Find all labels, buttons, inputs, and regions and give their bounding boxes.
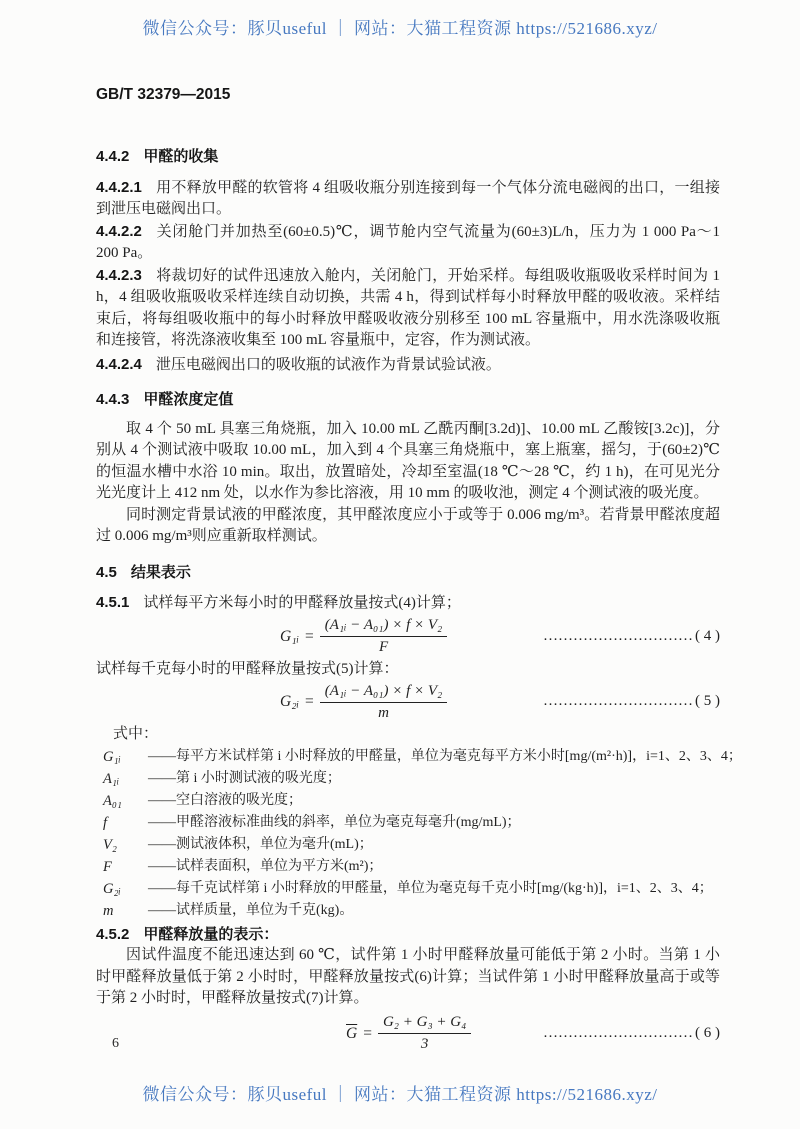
dash: —— xyxy=(148,792,176,808)
paragraph-text: 将裁切好的试件迅速放入舱内，关闭舱门，开始采样。每组吸收瓶吸收采样时间为 1 h，4 组吸收瓶吸收采样连续自动切换，共需 4 h，得到试样每小时释放甲醛的吸收液。采样结束后，将每组吸收瓶中的每小时释放甲醛吸收液分别移至 100 mL 容量瓶中，用水洗涤吸收瓶和连接管，将洗涤液收集至 100 mL 容量瓶中，定容，作为测试液。 xyxy=(96,267,720,348)
definition-row xyxy=(103,812,720,834)
clause-number: 4.4.2.1 xyxy=(96,178,142,196)
dots-leader: ………………………… xyxy=(543,1024,693,1041)
paragraph-4-4-2-3 xyxy=(96,265,720,352)
paragraph-4-4-2-2 xyxy=(96,221,720,265)
paragraph-text: 关闭舱门并加热至(60±0.5)℃，调节舱内空气流量为(60±3)L/h，压力为 1 000 Pa～1 200 Pa。 xyxy=(96,223,720,261)
heading-4-5-2 xyxy=(96,924,720,946)
dots-leader: ………………………… xyxy=(543,627,693,644)
paragraph-text: 用不释放甲醛的软管将 4 组吸收瓶分别连接到每一个气体分流电磁阀的出口，一组接到泄压电磁阀出口。 xyxy=(96,179,720,217)
fraction-denominator: m xyxy=(378,704,389,721)
fraction xyxy=(320,616,447,657)
formula-lhs-symbol: G₂ᵢ xyxy=(280,693,300,711)
definition-text: 甲醛溶液标准曲线的斜率，单位为毫克每毫升(mg/mL)； xyxy=(176,814,521,830)
footer-watermark: 微信公众号：豚贝useful ｜ 网站：大猫工程资源 https://521686.xyz/ xyxy=(142,1085,658,1104)
fraction-denominator: F xyxy=(378,639,389,655)
paragraph-4-5-1 xyxy=(96,592,720,615)
definition-row xyxy=(103,746,742,768)
clause-number: 4.4.2.2 xyxy=(96,222,142,240)
symbol: A₁ᵢ xyxy=(103,770,120,787)
fraction-numerator: G₂ + G₃ + G₄ xyxy=(378,1013,471,1034)
symbol: G₁ᵢ xyxy=(103,748,121,765)
paragraph-4-5-1-b: 试样每千克每小时的甲醛释放量按式(5)计算： xyxy=(96,660,399,677)
symbol: f xyxy=(103,814,108,831)
equation xyxy=(346,1013,471,1054)
equation xyxy=(280,616,447,657)
definition-row xyxy=(103,790,720,812)
definition-row xyxy=(103,878,720,900)
equals-sign: = xyxy=(305,693,314,711)
fraction-numerator: (A₁ᵢ − A₀₁) × f × V₂ xyxy=(320,682,447,703)
fraction-numerator: (A₁ᵢ − A₀₁) × f × V₂ xyxy=(320,616,447,637)
dash: —— xyxy=(148,748,176,764)
definition-text: 试样表面积，单位为平方米(m²)； xyxy=(176,858,383,874)
heading-4-4-3 xyxy=(96,389,720,411)
dash: —— xyxy=(148,814,176,830)
symbol: m xyxy=(103,902,114,919)
paragraph-4-4-3-b: 同时测定背景试液的甲醛浓度，其甲醛浓度应小于或等于 0.006 mg/m³。若背景甲醛浓度超过 0.006 mg/m³则应重新取样测试。 xyxy=(96,506,720,544)
dash: —— xyxy=(148,770,176,786)
paragraph-text: 泄压电磁阀出口的吸收瓶的试液作为背景试验试液。 xyxy=(155,356,501,373)
formula-number: ( 5 ) xyxy=(695,693,720,710)
definition-row xyxy=(103,900,720,922)
symbol: F xyxy=(103,858,112,875)
clause-number: 4.4.2 xyxy=(96,148,130,165)
dash: —— xyxy=(148,836,176,852)
paragraph-4-4-2-4 xyxy=(96,354,720,377)
formula-lhs-symbol-gbar: $\overline{G}$ xyxy=(346,1024,358,1042)
paragraph-text: 试样每平方米每小时的甲醛释放量按式(4)计算； xyxy=(143,595,461,611)
fraction xyxy=(378,1013,471,1054)
document-content xyxy=(96,146,742,1058)
clause-number: 4.5 xyxy=(96,563,117,581)
symbol-definitions xyxy=(103,746,742,922)
formula-5 xyxy=(96,682,720,722)
heading-4-5 xyxy=(96,562,720,584)
where-label: 式中： xyxy=(113,726,159,742)
paragraph-4-4-2-1 xyxy=(96,177,720,221)
fraction-denominator: 3 xyxy=(420,1036,429,1052)
dots-leader: ………………………… xyxy=(543,693,693,710)
formula-number: ( 6 ) xyxy=(695,1024,720,1041)
equals-sign: = xyxy=(363,1024,372,1042)
definition-text: 测试液体积，单位为毫升(mL)； xyxy=(176,836,373,852)
definition-row xyxy=(103,856,720,878)
dash: —— xyxy=(148,880,176,896)
header-watermark: 微信公众号：豚贝useful ｜ 网站：大猫工程资源 https://521686.xyz/ xyxy=(142,19,658,38)
definition-text: 第 i 小时测试液的吸光度； xyxy=(176,770,341,786)
clause-number: 4.5.1 xyxy=(96,594,130,611)
definition-row xyxy=(103,834,720,856)
definition-text: 每平方米试样第 i 小时释放的甲醛量，单位为毫克每平方米小时[mg/(m²·h)]，i=1、2、3、4； xyxy=(176,748,742,764)
formula-4 xyxy=(96,617,720,657)
page-number: 6 xyxy=(112,1036,119,1051)
fraction xyxy=(320,682,447,723)
clause-number: 4.5.2 xyxy=(96,925,130,943)
formula-lhs-symbol: G₁ᵢ xyxy=(280,627,300,645)
heading-4-4-2 xyxy=(96,146,720,168)
clause-number: 4.4.2.3 xyxy=(96,266,142,284)
heading-title: 甲醛释放量的表示： xyxy=(143,925,279,943)
clause-number: 4.4.3 xyxy=(96,391,130,408)
clause-number: 4.4.2.4 xyxy=(96,355,142,373)
symbol: V₂ xyxy=(103,836,117,853)
definition-row xyxy=(103,768,720,790)
standard-number: GB/T 32379—2015 xyxy=(96,86,231,103)
symbol: A₀₁ xyxy=(103,792,122,809)
definition-text: 空白溶液的吸光度； xyxy=(176,792,302,808)
heading-title: 甲醛的收集 xyxy=(143,148,219,165)
formula-number: ( 4 ) xyxy=(695,627,720,644)
heading-title: 结果表示 xyxy=(130,563,191,581)
equals-sign: = xyxy=(305,627,314,645)
dash: —— xyxy=(148,858,176,874)
definition-text: 试样质量，单位为千克(kg)。 xyxy=(176,902,354,918)
dash: —— xyxy=(148,902,176,918)
equation xyxy=(280,682,447,723)
heading-title: 甲醛浓度定值 xyxy=(143,391,234,408)
paragraph-4-5-2-body: 因试件温度不能迅速达到 60 ℃，试件第 1 小时甲醛释放量可能低于第 2 小时。当第 1 小时甲醛释放量低于第 2 小时时，甲醛释放量按式(6)计算；当试件第 1 小时甲醛释放量高于或等于第 2 小时时，甲醛释放量按式(7)计算。 xyxy=(96,947,720,1006)
definition-text: 每千克试样第 i 小时释放的甲醛量，单位为毫克每千克小时[mg/(kg·h)]，i=1、2、3、4； xyxy=(176,880,713,896)
paragraph-4-4-3-a: 取 4 个 50 mL 具塞三角烧瓶，加入 10.00 mL 乙酰丙酮[3.2d)]、10.00 mL 乙酸铵[3.2c)]，分别从 4 个测试液中吸取 10.00 mL，加入到 4 个具塞三角烧瓶中，塞上瓶塞，摇匀，于(60±2)℃的恒温水槽中水浴 10 min。取出，放置暗处，冷却至室温(18 ℃～28 ℃，约 1 h)，在可见光分光光度计上 412 nm 处，以水作为参比溶液，用 10 mm 的吸收池，测定 4 个测试液的吸光度。 xyxy=(96,420,720,501)
formula-6 xyxy=(96,1012,720,1056)
symbol: G₂ᵢ xyxy=(103,880,121,897)
